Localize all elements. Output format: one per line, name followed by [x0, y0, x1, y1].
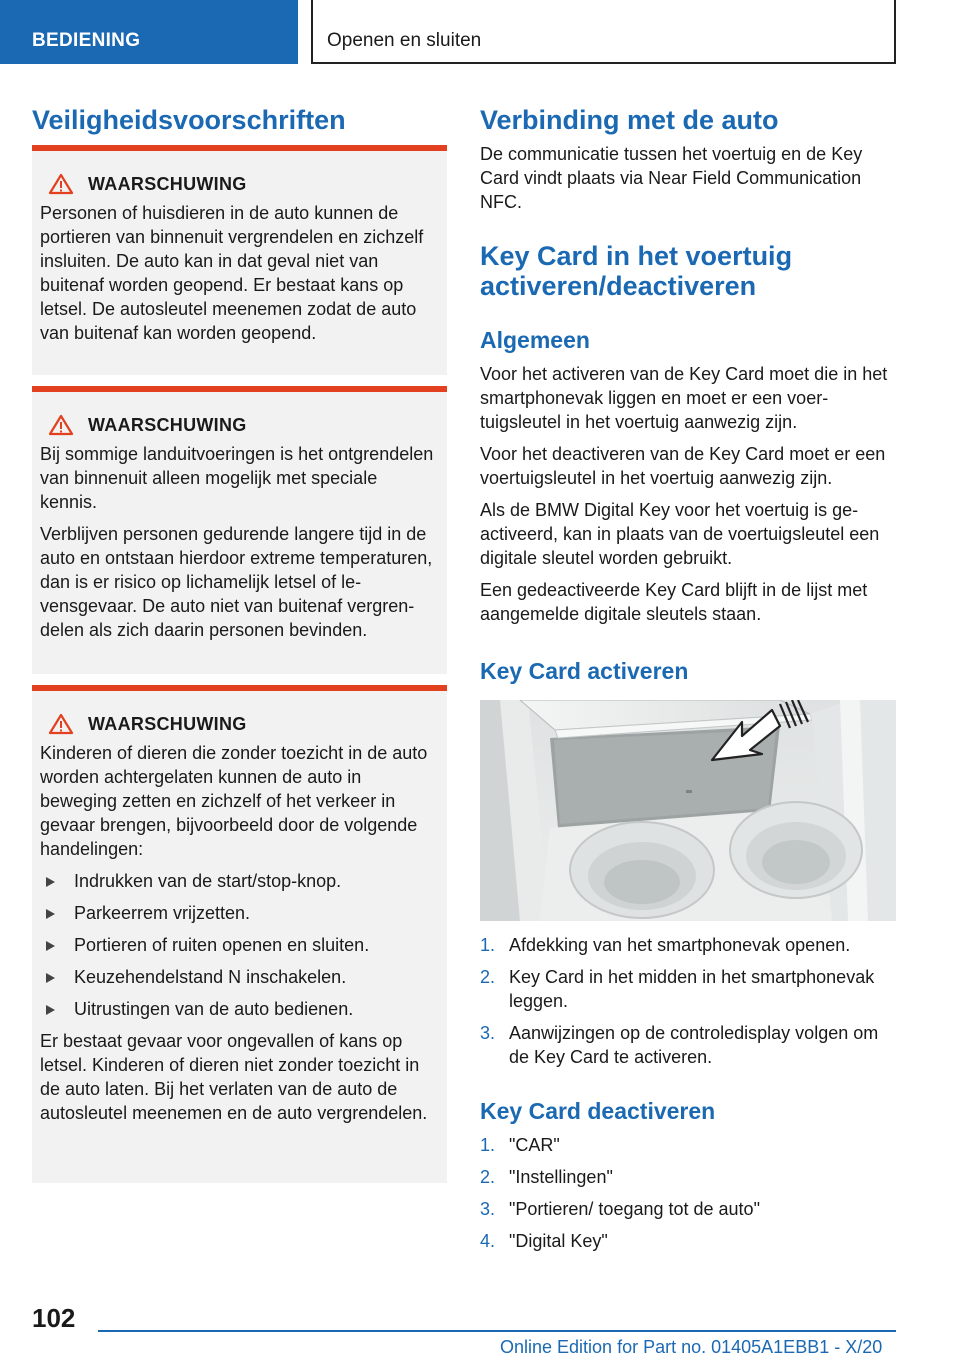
- smartphone-tray-illustration: [480, 700, 896, 921]
- list-item: 4. "Digital Key": [480, 1231, 608, 1251]
- warning-text: Personen of huisdieren in de auto kunnen de portieren van binnenuit vergrendelen en zichzelf insluiten. De auto kan in dat geval niet van buitenaf worden geopend. Er bestaat kans op letsel. De autosleutel meenemen zodat de auto van buitenaf kan worden geopend.: [40, 203, 424, 343]
- footer-divider: [98, 1330, 896, 1332]
- warning-header: [48, 713, 439, 735]
- list-item: 2. "Instellingen": [480, 1167, 613, 1187]
- warning-box-3: [32, 685, 447, 1183]
- warning-label: WAARSCHUWING: [88, 173, 247, 194]
- list-item: 2. Key Card in het midden in het smartphonevak leggen.: [480, 967, 875, 1011]
- warning-intro: Kinderen of dieren die zonder toezicht in de auto worden achtergelaten kunnen de auto in beweging zetten en zichzelf of het verkeer in gevaar brengen, bijvoorbeeld door de volgende handelingen:: [40, 743, 428, 859]
- safety-title: Veiligheidsvoorschriften: [32, 105, 346, 135]
- list-item: Indrukken van de start/stop-knop.: [40, 869, 439, 893]
- general-paragraph: Als de BMW Digital Key voor het voertuig is geactiveerd, kan in plaats van de voertuigsleutel een digitale sleutel worden gebruikt.: [480, 500, 880, 568]
- chapter-header: [311, 0, 896, 64]
- bullet-triangle-icon: [46, 1005, 55, 1015]
- warning-icon: [48, 414, 74, 436]
- warning-box-2: [32, 386, 447, 674]
- warning-bullet-list: [40, 869, 439, 1021]
- general-paragraph: Voor het activeren van de Key Card moet die in het smartphonevak liggen en moet er een voertuigsleutel in het voertuig aanwezig zijn.: [480, 364, 888, 432]
- kc-deactivate-title: Key Card deactiveren: [480, 1098, 716, 1124]
- general-paragraph: Een gedeactiveerde Key Card blijft in de lijst met aangemelde digitale sleutels staan.: [480, 580, 868, 624]
- bullet-triangle-icon: [46, 973, 55, 983]
- list-item: 3. Aanwijzingen op de controledisplay volgen om de Key Card te activeren.: [480, 1023, 879, 1067]
- edition-note: Online Edition for Part no. 01405A1EBB1 - X/20: [500, 1337, 883, 1357]
- general-section: [480, 362, 896, 634]
- general-title: Algemeen: [480, 327, 590, 353]
- general-paragraph: Voor het deactiveren van de Key Card moet er een voertuigsleutel in het voertuig aanwezig zijn.: [480, 444, 886, 488]
- list-item: Portieren of ruiten openen en sluiten.: [40, 933, 439, 957]
- warning-outro: Er bestaat gevaar voor ongevallen of kans op letsel. Kinderen of dieren niet zonder toezicht in de auto laten. Bij het verlaten van de auto de autosleutel meenemen en de auto vergrendelen.: [40, 1031, 428, 1123]
- warning-label: WAARSCHUWING: [88, 713, 247, 734]
- warning-label: WAARSCHUWING: [88, 414, 247, 435]
- list-item: Parkeerrem vrijzetten.: [40, 901, 439, 925]
- list-item: Uitrustingen van de auto bedienen.: [40, 997, 439, 1021]
- warning-box-1: [32, 145, 447, 375]
- activate-title: Key Card in het voertuig activeren/deactiveren: [480, 241, 793, 301]
- kc-activate-title: Key Card activeren: [480, 658, 689, 684]
- section-label: BEDIENING: [32, 30, 141, 51]
- tray-drawing: [480, 700, 896, 921]
- warning-text: Verblijven personen gedurende langere tijd in de auto en ontstaan hierdoor extreme temperaturen, dan is er risico op lichamelijk letsel of levensgevaar. De auto niet van buitenaf vergrendelen als zich daarin personen bevinden.: [40, 524, 433, 640]
- warning-icon: [48, 713, 74, 735]
- bullet-triangle-icon: [46, 877, 55, 887]
- section-tab: [0, 0, 298, 64]
- list-item: 1. Afdekking van het smartphonevak openen.: [480, 935, 851, 955]
- kc-deactivate-steps: [480, 1133, 896, 1261]
- kc-activate-steps: [480, 933, 896, 1077]
- bullet-triangle-icon: [46, 909, 55, 919]
- warning-header: [48, 173, 439, 195]
- list-item: Keuzehendelstand N inschakelen.: [40, 965, 439, 989]
- bullet-triangle-icon: [46, 941, 55, 951]
- chapter-label: Openen en sluiten: [327, 30, 482, 51]
- connect-text: De communicatie tussen het voertuig en de Key Card vindt plaats via Near Field Communication NFC.: [480, 144, 863, 212]
- connect-title: Verbinding met de auto: [480, 105, 779, 135]
- list-item: 1. "CAR": [480, 1135, 560, 1155]
- warning-icon: [48, 173, 74, 195]
- list-item: 3. "Portieren/ toegang tot de auto": [480, 1199, 760, 1219]
- page-number: 102: [32, 1303, 76, 1333]
- warning-text: Bij sommige landuitvoeringen is het ontgrendelen van binnenuit alleen mogelijk met speciale kennis.: [40, 444, 434, 512]
- warning-header: [48, 414, 439, 436]
